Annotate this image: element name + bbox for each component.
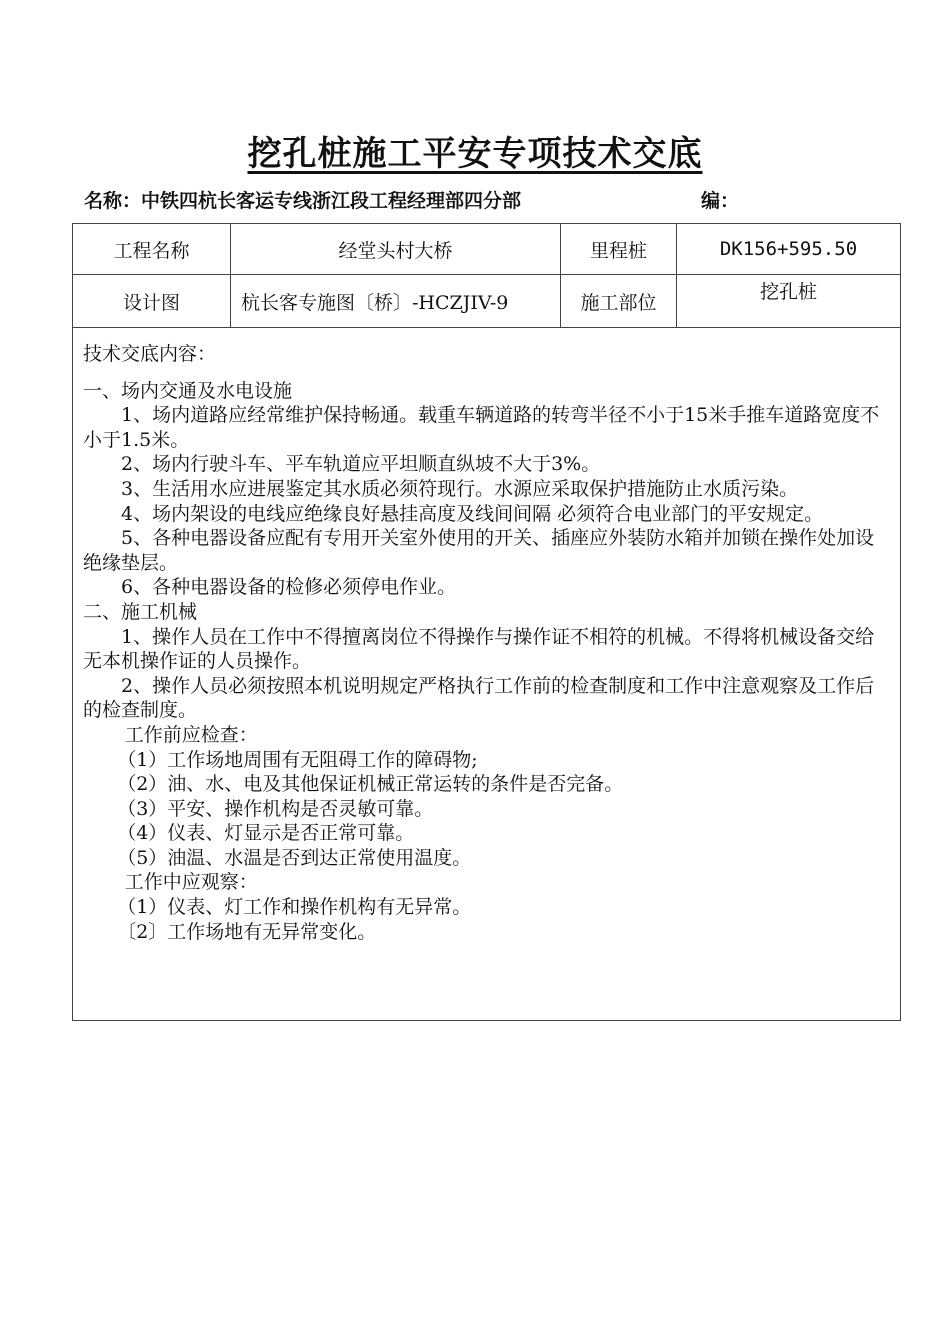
- disclosure-content: [73, 328, 901, 1021]
- checklist-item: （1）仪表、灯工作和操作机构有无异常。: [117, 896, 472, 919]
- document-title: 挖孔桩施工平安专项技术交底: [247, 134, 703, 174]
- checklist-item: 〔2〕工作场地有无异常变化。: [117, 920, 377, 943]
- content-row: [73, 328, 901, 1021]
- content-paragraph: 2、场内行驶斗车、平车轨道应平坦顺直纵坡不大于3%。: [121, 453, 601, 476]
- spacer: [83, 367, 890, 379]
- document-code-label: 编：: [701, 190, 740, 212]
- project-name-label: 工程名称: [73, 224, 231, 275]
- content-heading: 技术交底内容：: [83, 343, 217, 365]
- content-paragraph: 6、各种电器设备的检修必须停电作业。: [121, 576, 457, 599]
- project-info-row: [73, 224, 901, 275]
- checklist-item: （2）油、水、电及其他保证机械正常运转的条件是否完备。: [117, 773, 624, 796]
- disclosure-form-table: [72, 223, 901, 1021]
- organization-name: 名称：中铁四杭长客运专线浙江段工程经理部四分部: [84, 190, 522, 212]
- checklist-item: （3）平安、操作机构是否灵敏可靠。: [117, 797, 434, 820]
- checklist-heading: 工作前应检查：: [124, 723, 258, 746]
- construction-part-label: 施工部位: [561, 275, 677, 328]
- project-name-value: 经堂头村大桥: [231, 224, 561, 275]
- mileage-label: 里程桩: [561, 224, 677, 275]
- document-subheader: [84, 186, 884, 214]
- section-heading: 二、施工机械: [83, 600, 198, 623]
- content-paragraph: 2、操作人员必须按照本机说明规定严格执行工作前的检查制度和工作中注意观察及工作后的检查制度。: [83, 674, 875, 722]
- content-paragraph: 4、场内架设的电线应绝缘良好悬挂高度及线间间隔 必须符合电业部门的平安规定。: [121, 502, 824, 525]
- design-drawing-label: 设计图: [73, 275, 231, 328]
- checklist-item: （4）仪表、灯显示是否正常可靠。: [117, 822, 415, 845]
- design-info-row: [73, 275, 901, 328]
- content-paragraph: 3、生活用水应进展鉴定其水质必须符现行。水源应采取保护措施防止水质污染。: [121, 477, 799, 500]
- design-drawing-value: 杭长客专施图〔桥〕-HCZJIV-9: [231, 275, 561, 328]
- checklist-heading: 工作中应观察：: [124, 871, 258, 894]
- section-heading: 一、场内交通及水电设施: [83, 379, 293, 402]
- checklist-item: （1）工作场地周围有无阻碍工作的障碍物;: [117, 748, 478, 771]
- content-paragraph: 5、各种电器设备应配有专用开关室外使用的开关、插座应外装防水箱并加锁在操作处加设绝缘垫层。: [83, 527, 875, 574]
- content-paragraph: 1、场内道路应经常维护保持畅通。载重车辆道路的转弯半径不小于15米手推车道路宽度不小于1.5米。: [83, 404, 880, 451]
- content-paragraph: 1、操作人员在工作中不得擅离岗位不得操作与操作证不相符的机械。不得将机械设备交给无本机操作证的人员操作。: [83, 625, 875, 673]
- mileage-value: DK156+595.50: [677, 224, 901, 275]
- construction-part-value: 挖孔桩: [677, 275, 901, 328]
- checklist-item: （5）油温、水温是否到达正常使用温度。: [117, 846, 472, 869]
